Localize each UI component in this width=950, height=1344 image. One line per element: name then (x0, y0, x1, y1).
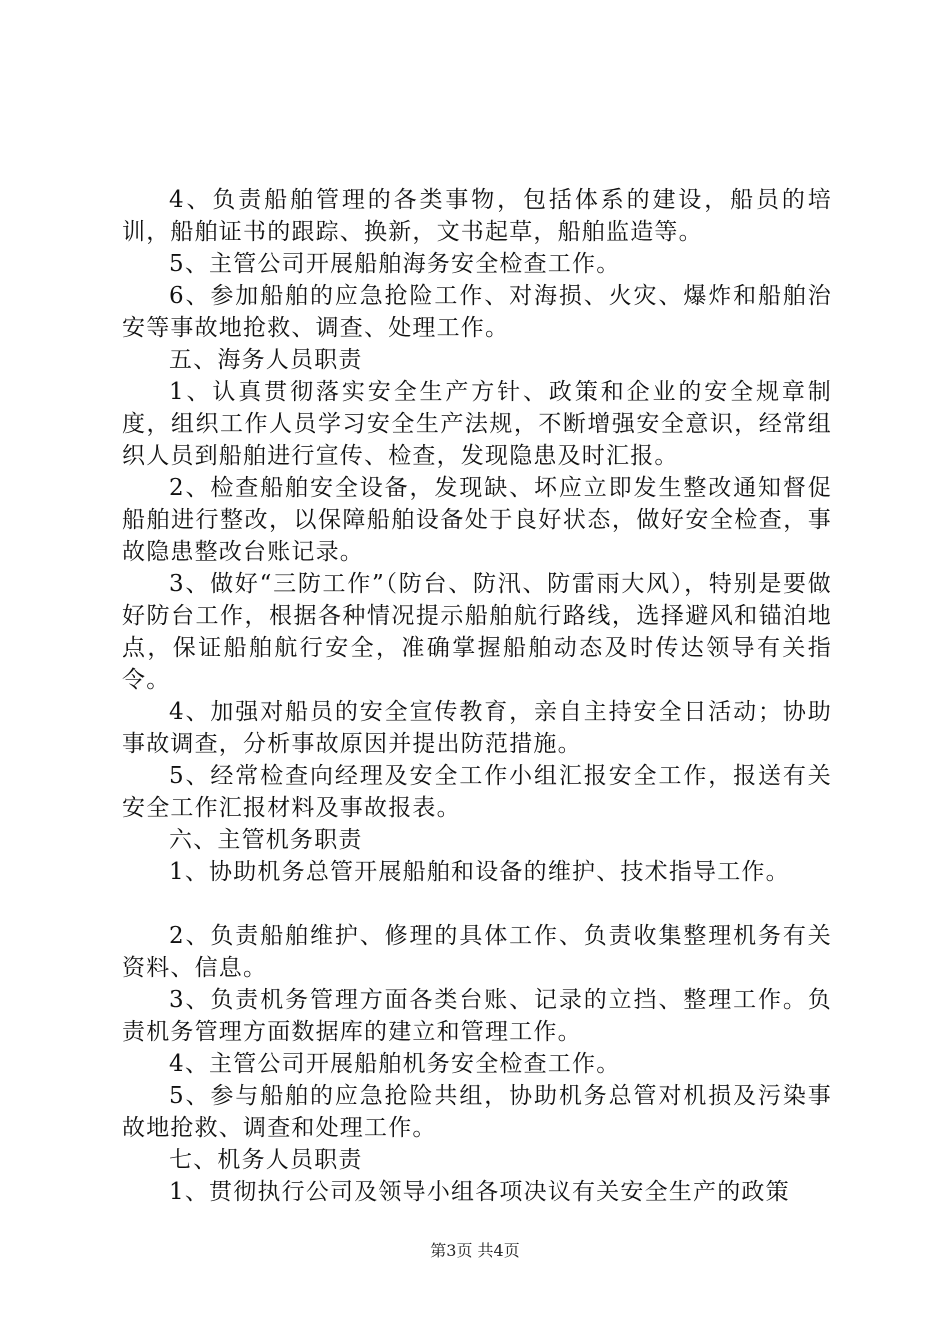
paragraph: 1、贯彻执行公司及领导小组各项决议有关安全生产的政策 (169, 1179, 790, 1205)
paragraph: 2、负责船舶维护、修理的具体工作、负责收集整理机务有关资料、信息。 (122, 923, 832, 981)
paragraph: 5、参与船舶的应急抢险共组，协助机务总管对机损及污染事故地抢救、调查和处理工作。 (122, 1083, 832, 1141)
paragraph: 6、参加船舶的应急抢险工作、对海损、火灾、爆炸和船舶治安等事故地抢救、调查、处理工作。 (122, 283, 832, 341)
paragraph: 5、主管公司开展船舶海务安全检查工作。 (169, 251, 621, 277)
paragraph: 4、加强对船员的安全宣传教育，亲自主持安全日活动；协助事故调查，分析事故原因并提出防范措施。 (122, 699, 832, 757)
paragraph: 3、负责机务管理方面各类台账、记录的立挡、整理工作。负责机务管理方面数据库的建立和管理工作。 (122, 987, 832, 1045)
section-heading: 五、海务人员职责 (169, 347, 363, 373)
page-number: 第3页 共4页 (430, 1241, 520, 1260)
document-body (122, 184, 832, 1208)
paragraph: 3、做好“三防工作”（防台、防汛、防雷雨大风），特别是要做好防台工作，根据各种情况提示船舶航行路线，选择避风和锚泊地点，保证船舶航行安全，准确掌握船舶动态及时传达领导有关指令。 (122, 571, 832, 693)
paragraph: 4、负责船舶管理的各类事物，包括体系的建设，船员的培训，船舶证书的跟踪、换新，文书起草，船舶监造等。 (122, 187, 832, 245)
paragraph: 1、协助机务总管开展船舶和设备的维护、技术指导工作。 (169, 859, 790, 885)
section-heading: 六、主管机务职责 (169, 827, 363, 853)
paragraph: 1、认真贯彻落实安全生产方针、政策和企业的安全规章制度，组织工作人员学习安全生产法规，不断增强安全意识，经常组织人员到船舶进行宣传、检查，发现隐患及时汇报。 (122, 379, 832, 469)
paragraph: 5、经常检查向经理及安全工作小组汇报安全工作，报送有关安全工作汇报材料及事故报表。 (122, 763, 832, 821)
paragraph: 4、主管公司开展船舶机务安全检查工作。 (169, 1051, 621, 1077)
section-heading: 七、机务人员职责 (169, 1147, 363, 1173)
paragraph: 2、检查船舶安全设备，发现缺、坏应立即发生整改通知督促船舶进行整改，以保障船舶设备处于良好状态，做好安全检查，事故隐患整改台账记录。 (122, 475, 832, 565)
blank-line (122, 888, 832, 920)
